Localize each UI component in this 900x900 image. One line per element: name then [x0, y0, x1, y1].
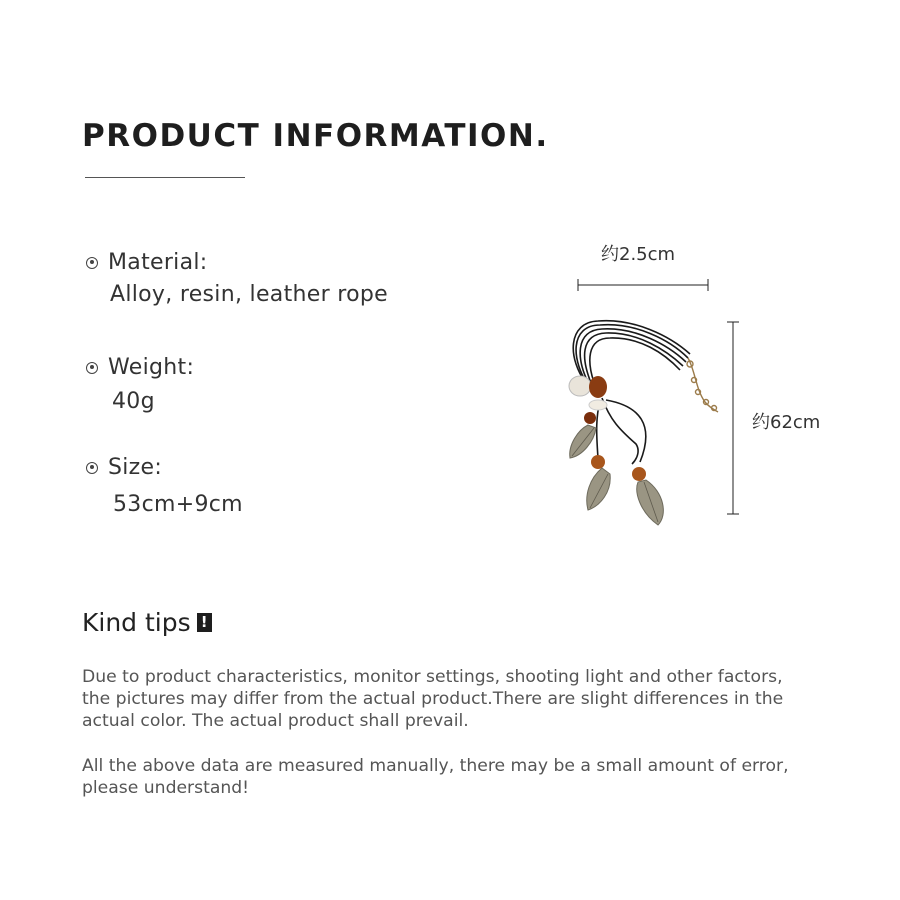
length-dimension-label: 约62cm	[752, 412, 821, 433]
bullet-icon	[86, 362, 98, 374]
amber-bead	[584, 412, 596, 424]
spec-material	[86, 250, 388, 307]
extension-chain	[687, 358, 718, 412]
necklace-illustration	[540, 230, 850, 540]
leaf-pendant	[570, 425, 664, 525]
title-divider	[85, 177, 245, 178]
spec-label: Material:	[108, 250, 208, 275]
kind-tips-title: Kind tips	[82, 608, 191, 637]
bullet-icon	[86, 257, 98, 269]
product-figure	[540, 230, 850, 540]
bullet-icon	[86, 462, 98, 474]
spec-label: Size:	[108, 455, 163, 480]
spec-label: Weight:	[108, 355, 195, 380]
spec-value: Alloy, resin, leather rope	[110, 282, 388, 307]
white-bead-small	[589, 400, 607, 410]
width-dimension-label: 约2.5cm	[601, 244, 676, 265]
amber-bead-large	[589, 376, 607, 398]
width-dimension-line	[578, 279, 708, 291]
amber-bead	[632, 467, 646, 481]
spec-value: 53cm+9cm	[113, 492, 243, 517]
length-dimension-line	[727, 322, 739, 514]
spec-size	[86, 455, 243, 517]
exclamation-icon: !	[197, 613, 212, 632]
spec-weight	[86, 355, 195, 414]
tip-paragraph: Due to product characteristics, monitor settings, shooting light and other factors, the pictures may differ from the actual product.There are slight differences in the actual color. The actual product shall prevail.	[82, 667, 784, 731]
white-bead	[569, 376, 591, 396]
amber-bead	[591, 455, 605, 469]
spec-value: 40g	[112, 389, 155, 414]
kind-tips-heading	[82, 608, 212, 637]
page-title: PRODUCT INFORMATION.	[82, 118, 549, 154]
tip-paragraph: All the above data are measured manually, there may be a small amount of error, please understand!	[82, 756, 789, 798]
